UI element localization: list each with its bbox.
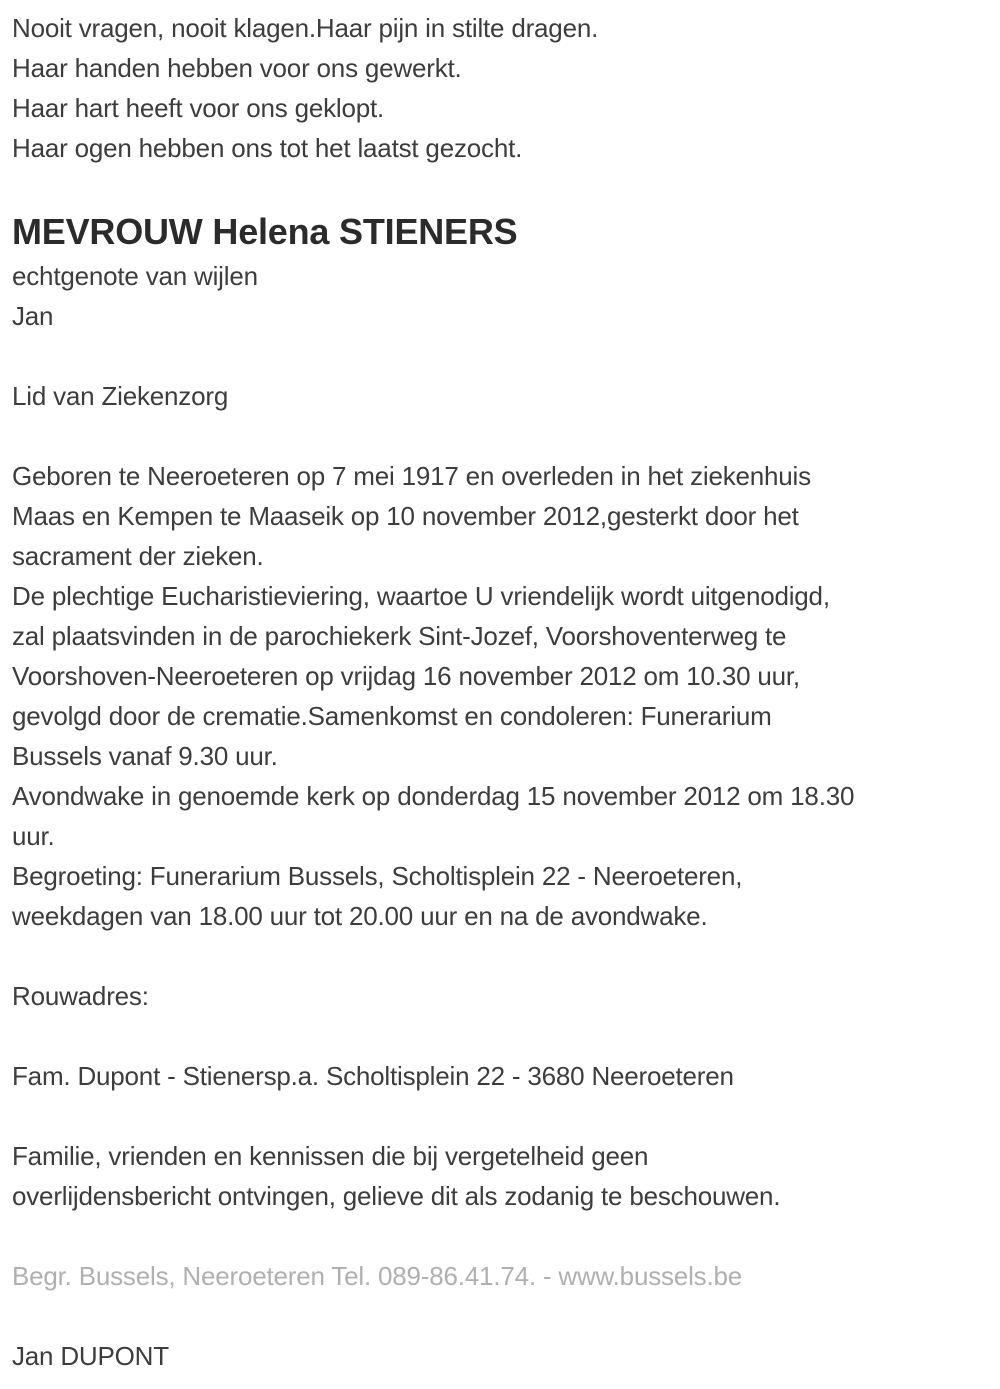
announcement-line-7: gevolgd door de crematie.Samenkomst en condoleren: Funerarium [12, 701, 772, 731]
announcement-line-6: Voorshoven-Neeroeteren op vrijdag 16 november 2012 om 10.30 uur, [12, 661, 800, 691]
announcement-line-11: Begroeting: Funerarium Bussels, Scholtisplein 22 - Neeroeteren, [12, 861, 743, 891]
funeral-announcement [12, 456, 988, 936]
announcement-line-10: uur. [12, 821, 55, 851]
deceased-membership [12, 376, 988, 416]
poem-line-2: Haar handen hebben voor ons gewerkt. [12, 53, 462, 83]
mourning-address-line: Fam. Dupont - Stienersp.a. Scholtisplein 22 - 3680 Neeroeteren [12, 1061, 734, 1091]
relation-line-1: echtgenote van wijlen [12, 261, 258, 291]
announcement-line-1: Geboren te Neeroeteren op 7 mei 1917 en overleden in het ziekenhuis [12, 461, 811, 491]
mourning-address-section [12, 976, 988, 1016]
signature [12, 1336, 988, 1376]
announcement-line-2: Maas en Kempen te Maaseik op 10 november 2012,gesterkt door het [12, 501, 799, 531]
membership-line: Lid van Ziekenzorg [12, 381, 229, 411]
announcement-line-9: Avondwake in genoemde kerk op donderdag 15 november 2012 om 18.30 [12, 781, 855, 811]
signature-name: Jan DUPONT [12, 1341, 169, 1371]
funeral-home-info: Begr. Bussels, Neeroeteren Tel. 089-86.41.74. - www.bussels.be [12, 1261, 742, 1291]
announcement-line-5: zal plaatsvinden in de parochiekerk Sint-Jozef, Voorshoventerweg te [12, 621, 787, 651]
memorial-poem [12, 8, 988, 168]
announcement-line-3: sacrament der zieken. [12, 541, 264, 571]
announcement-line-4: De plechtige Eucharistieviering, waartoe U vriendelijk wordt uitgenodigd, [12, 581, 830, 611]
relation-line-2: Jan [12, 301, 54, 331]
notice-line-2: overlijdensbericht ontvingen, gelieve dit als zodanig te beschouwen. [12, 1181, 781, 1211]
mourning-address [12, 1056, 988, 1096]
poem-line-4: Haar ogen hebben ons tot het laatst gezocht. [12, 133, 523, 163]
notice-line-1: Familie, vrienden en kennissen die bij vergetelheid geen [12, 1141, 649, 1171]
announcement-line-8: Bussels vanaf 9.30 uur. [12, 741, 278, 771]
mourning-address-label: Rouwadres: [12, 981, 149, 1011]
funeral-home-credit [12, 1256, 988, 1296]
absence-notice [12, 1136, 988, 1216]
deceased-name-heading: MEVROUW Helena STIENERS [12, 211, 518, 252]
announcement-line-12: weekdagen van 18.00 uur tot 20.00 uur en na de avondwake. [12, 901, 708, 931]
poem-line-1: Nooit vragen, nooit klagen.Haar pijn in stilte dragen. [12, 13, 599, 43]
poem-line-3: Haar hart heeft voor ons geklopt. [12, 93, 385, 123]
deceased-relation [12, 256, 988, 336]
